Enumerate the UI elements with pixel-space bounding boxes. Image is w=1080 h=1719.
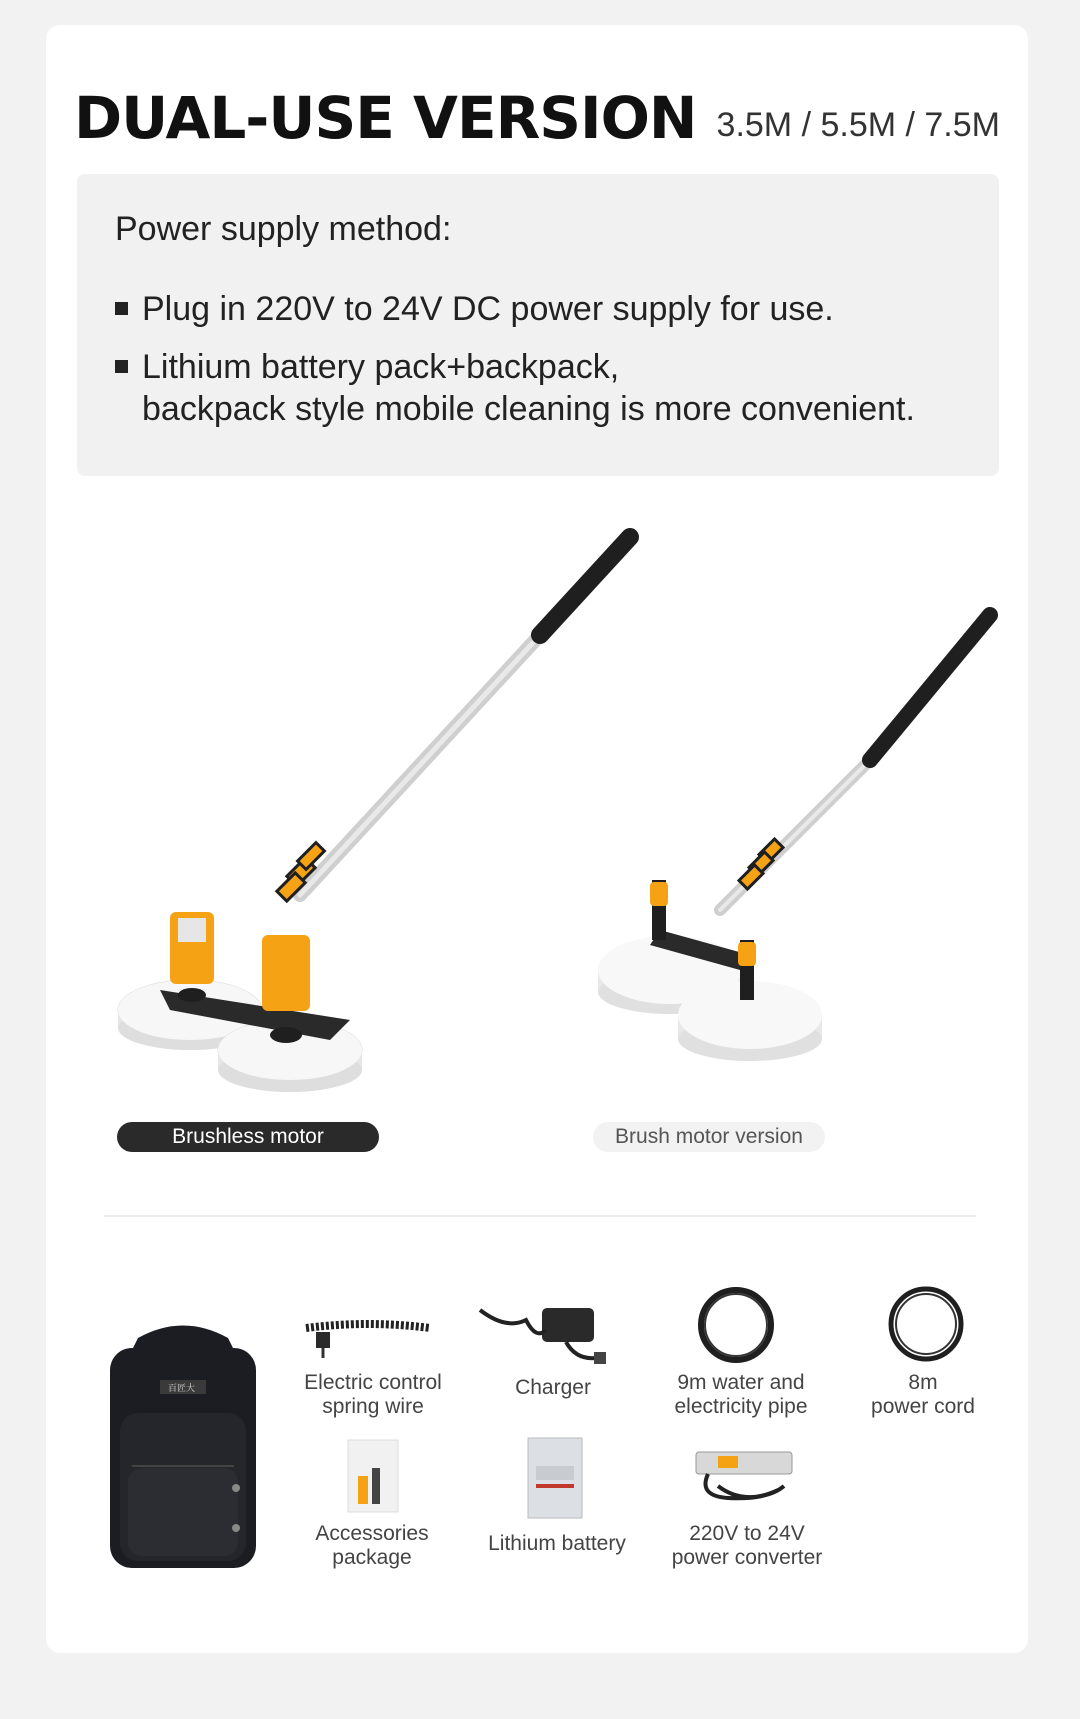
charger-label: Charger (515, 1376, 591, 1399)
accessories-package-label: Accessories package (315, 1522, 429, 1569)
water-pipe-label: 9m water and electricity pipe (674, 1371, 808, 1418)
section-divider (104, 1215, 976, 1217)
power-supply-heading: Power supply method: (115, 210, 452, 248)
bullet-item: Plug in 220V to 24V DC power supply for use. (115, 288, 834, 330)
lithium-battery-image (524, 1436, 586, 1522)
charger-image (476, 1300, 610, 1372)
power-cord-label: 8m power cord (871, 1371, 975, 1418)
water-pipe-image (694, 1282, 778, 1368)
square-bullet-icon (115, 360, 128, 373)
power-converter-image (688, 1446, 800, 1508)
spring-wire-label: Electric control spring wire (304, 1371, 442, 1418)
backpack-logo: 百匠大 (168, 1384, 196, 1394)
power-converter-label: 220V to 24V power converter (671, 1522, 823, 1569)
page-title: DUAL-USE VERSION (74, 84, 697, 152)
square-bullet-icon (115, 302, 128, 315)
brushless-cleaner-image (100, 520, 660, 1100)
brush-cleaner-image (590, 600, 1010, 1090)
brushless-version-tag: Brushless motor version (117, 1122, 379, 1152)
bullet-item: Lithium battery pack+backpack, backpack style mobile cleaning is more convenient. (115, 346, 915, 430)
lithium-battery-label: Lithium battery (488, 1532, 626, 1555)
power-cord-image (884, 1282, 968, 1366)
spring-wire-image (298, 1310, 438, 1360)
brush-version-tag: Brush motor version (593, 1122, 825, 1152)
length-options: 3.5M / 5.5M / 7.5M (716, 106, 1000, 144)
backpack-image (98, 1318, 268, 1573)
accessories-package-image (344, 1436, 402, 1516)
power-supply-panel (77, 174, 999, 476)
